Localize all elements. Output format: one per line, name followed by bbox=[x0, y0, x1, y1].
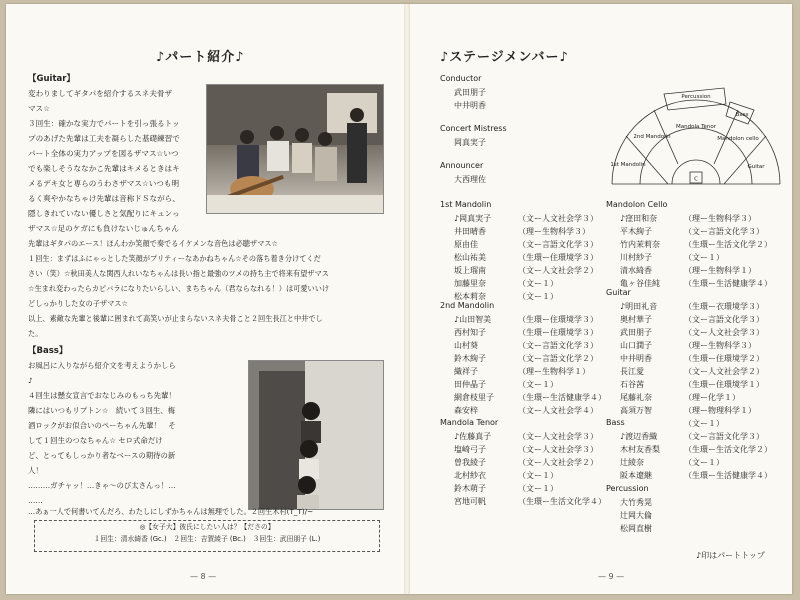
member-row bbox=[454, 405, 598, 416]
member-name: 山口潤子 bbox=[620, 341, 652, 350]
text-line: ♪ bbox=[28, 376, 33, 385]
stage-mandolin2-label: 2nd Mandolin bbox=[633, 134, 671, 140]
text-line: 隣にはいつもリプトン☆ 続いて３回生、梅 bbox=[28, 406, 176, 415]
member-row bbox=[454, 379, 558, 390]
member-name: 亀ヶ谷佳純 bbox=[620, 279, 660, 288]
bass-text-wide bbox=[28, 504, 388, 519]
member-name: 清水綺香 bbox=[620, 266, 652, 275]
member-row bbox=[454, 265, 598, 276]
member-row bbox=[454, 392, 606, 403]
member-department: （文ー人文社会学３） bbox=[518, 214, 598, 223]
member-name: 阪本遼継 bbox=[620, 471, 652, 480]
member-name bbox=[620, 418, 684, 429]
member-department: （生環ー住環境学３） bbox=[518, 315, 598, 324]
member-name: 織祥子 bbox=[454, 367, 478, 376]
member-department: （文ー言語文化学３） bbox=[684, 227, 764, 236]
announcer-name: 大西理佐 bbox=[454, 175, 486, 184]
member-name: 奥村華子 bbox=[620, 315, 652, 324]
member-name: 長江愛 bbox=[620, 367, 644, 376]
member-department: （生環ー住環境学３） bbox=[518, 253, 598, 262]
member-row bbox=[620, 470, 772, 481]
stage-mandola-label: Mandola Tenor bbox=[675, 124, 717, 130]
member-department: （生環ー生活文化学２） bbox=[684, 445, 772, 454]
member-name: 中井明香 bbox=[620, 354, 652, 363]
left-page bbox=[6, 4, 404, 594]
member-name: 原由佳 bbox=[454, 240, 478, 249]
member-name: 北村紗衣 bbox=[454, 471, 486, 480]
conductor-name: 中井明香 bbox=[454, 101, 486, 110]
boyfriend-poll-box bbox=[34, 520, 380, 552]
member-name: 鈴木萌子 bbox=[454, 484, 486, 493]
text-line: 人！ bbox=[28, 466, 43, 475]
member-department: （文ー人文社会学４） bbox=[518, 406, 598, 415]
member-row bbox=[620, 265, 756, 276]
member-department: （理ー生物科学３） bbox=[684, 341, 756, 350]
member-department: （生環ー住環境学２） bbox=[684, 354, 764, 363]
member-name: 田仲晶子 bbox=[454, 380, 486, 389]
mandola-label: Mandola Tenor bbox=[440, 418, 499, 427]
member-name: ♪佐藤真子 bbox=[454, 432, 492, 441]
member-row bbox=[620, 252, 724, 263]
member-department: （文ー１） bbox=[518, 279, 558, 288]
text-line: でも楽しそうななかこ先輩はキメるときはキ bbox=[28, 164, 180, 173]
member-department: （文ー人文社会学３） bbox=[684, 328, 764, 337]
text-line: …… bbox=[28, 496, 43, 505]
guitar-heading: 【Guitar】 bbox=[28, 74, 75, 84]
member-name: 川村紗子 bbox=[620, 253, 652, 262]
member-department: （文ー１） bbox=[518, 484, 558, 493]
member-row bbox=[454, 314, 598, 325]
conductor-label: Conductor bbox=[440, 74, 482, 83]
member-row bbox=[454, 431, 598, 442]
member-name: 辻綾奈 bbox=[620, 458, 644, 467]
member-row bbox=[454, 327, 598, 338]
guitar-group-photo bbox=[206, 84, 384, 214]
member-department: （文ー人文社会学２） bbox=[684, 367, 764, 376]
member-department: （文ー言語文化学３） bbox=[684, 432, 764, 441]
member-row bbox=[620, 431, 764, 442]
member-department: （文ー１） bbox=[684, 419, 724, 428]
text-line: プのあげた先輩は工夫を凝らした基礎練習で bbox=[28, 134, 180, 143]
poll-answers: １回生：清水綺香 (Gc.) ２回生：吉賀綾子 (Bc.) ３回生：武田朋子 (L.) bbox=[93, 535, 321, 543]
text-line: して１回生のつなちゃん☆ セロ式命だけ bbox=[28, 436, 163, 445]
member-row bbox=[454, 470, 558, 481]
member-row bbox=[620, 213, 756, 224]
text-line: た。 bbox=[28, 329, 43, 338]
member-row bbox=[454, 226, 590, 237]
mandolin1-label: 1st Mandolin bbox=[440, 200, 492, 209]
member-name: ♪岡真実子 bbox=[454, 214, 492, 223]
percussion-name: 松岡直樹 bbox=[620, 524, 652, 533]
member-name: 山村葵 bbox=[454, 341, 478, 350]
member-name: ♪山田智美 bbox=[454, 315, 492, 324]
member-name: 高須万智 bbox=[620, 406, 652, 415]
member-row bbox=[454, 444, 598, 455]
text-line: 隠しきれていない優しさと気配りにキュンっ bbox=[28, 209, 180, 218]
member-row bbox=[620, 226, 764, 237]
text-line: マス☆ bbox=[28, 104, 50, 113]
concert-mistress-name: 岡真実子 bbox=[454, 138, 486, 147]
text-line: ザマス☆足のケガにも負けないじゅんちゃん bbox=[28, 224, 179, 233]
guitar-text-wide bbox=[28, 236, 388, 341]
member-name: 竹内茉莉奈 bbox=[620, 240, 660, 249]
stage-layout-diagram bbox=[606, 80, 786, 190]
concert-mistress-label: Concert Mistress bbox=[440, 124, 507, 133]
text-line: ………ガチャッ！…きゃ～のび太さんっ！… bbox=[28, 481, 176, 490]
member-department: （理ー生物科学１） bbox=[518, 367, 590, 376]
member-name: 松本莉奈 bbox=[454, 292, 486, 301]
member-row bbox=[454, 278, 558, 289]
guitar-text-narrow bbox=[28, 86, 204, 236]
part-top-footnote: ♪印はパートトップ bbox=[696, 551, 765, 560]
text-line: メるデキ女と専らのうわさザマス☆いつも明 bbox=[28, 179, 180, 188]
member-name: 武田朋子 bbox=[620, 328, 652, 337]
text-line: ４回生は懸女宣言でおなじみのもっち先輩！ bbox=[28, 391, 176, 400]
member-row bbox=[454, 252, 598, 263]
page-number-right: — 9 — bbox=[598, 572, 625, 581]
member-department: （生環ー生活健康学４） bbox=[518, 393, 606, 402]
member-name: 石谷茜 bbox=[620, 380, 644, 389]
member-name: 鈴木絢子 bbox=[454, 354, 486, 363]
member-name: 西村知子 bbox=[454, 328, 486, 337]
member-row bbox=[620, 239, 772, 250]
part-intro-title: ♪パート紹介♪ bbox=[156, 50, 245, 65]
member-department: （理ー物理科学１） bbox=[684, 406, 756, 415]
bass-label: Bass bbox=[606, 418, 625, 427]
text-line: さい（笑）☆秋田美人な関西人れいなちゃんは長い指と最強のツメの持ち主で将来有望ザマス bbox=[28, 269, 329, 278]
member-department: （文ー人文社会学２） bbox=[518, 266, 598, 275]
member-name: 塩崎弓子 bbox=[454, 445, 486, 454]
member-row bbox=[454, 213, 598, 224]
member-name: 木村友香梨 bbox=[620, 445, 660, 454]
member-name: 曽我綾子 bbox=[454, 458, 486, 467]
member-department: （文ー１） bbox=[684, 253, 724, 262]
text-line: ど、とってもしっかり者なベースの期待の新 bbox=[28, 451, 176, 460]
member-department: （文ー言語文化学２） bbox=[518, 354, 598, 363]
member-row bbox=[454, 483, 558, 494]
member-department: （文ー１） bbox=[518, 471, 558, 480]
member-row bbox=[620, 327, 764, 338]
bass-group-photo bbox=[248, 360, 384, 510]
stage-members-title: ♪ステージメンバー♪ bbox=[440, 50, 569, 65]
page-number-left: — 8 — bbox=[190, 572, 217, 581]
member-row bbox=[620, 340, 756, 351]
booklet-spread bbox=[6, 4, 792, 594]
member-name: 井田晴香 bbox=[454, 227, 486, 236]
text-line: ☆生まれ変わったらカピバラになりたいらしい、まちちゃん（君ならなれる！）は可愛いいけ bbox=[28, 284, 330, 293]
text-line: 変わりましてギタパを紹介するスネ夫骨ザ bbox=[28, 89, 173, 98]
member-department: （理ー生物科学３） bbox=[518, 227, 590, 236]
text-line: パート全体の実力アップを図るザマス☆いつ bbox=[28, 149, 179, 158]
mandolin2-label: 2nd Mandolin bbox=[440, 301, 495, 310]
percussion-name: 大竹秀晃 bbox=[620, 498, 652, 507]
member-row bbox=[620, 418, 724, 429]
member-department: （理ー生物科学１） bbox=[684, 266, 756, 275]
member-department: （文ー１） bbox=[518, 292, 558, 301]
member-department: （生環ー生活健康学４） bbox=[684, 471, 772, 480]
member-department: （文ー人文社会学３） bbox=[518, 445, 598, 454]
guitar-label: Guitar bbox=[606, 288, 631, 297]
member-row bbox=[620, 379, 764, 390]
text-line: どしっかりした女の子ザマス☆ bbox=[28, 299, 128, 308]
member-name: 加藤里奈 bbox=[454, 279, 486, 288]
stage-cello-label: Mandolon cello bbox=[717, 136, 759, 142]
member-row bbox=[454, 366, 590, 377]
member-department: （理ー化学１） bbox=[684, 393, 740, 402]
member-name: 松山祐美 bbox=[454, 253, 486, 262]
text-line: るく爽やかなちゃけ先輩は音称ドＳながら、 bbox=[28, 194, 180, 203]
member-department: （文ー言語文化学３） bbox=[684, 315, 764, 324]
member-name: 平木絢子 bbox=[620, 227, 652, 236]
poll-title: ◎【女子大】彼氏にしたい人は？【ださの】 bbox=[139, 523, 275, 531]
member-name: 宮地可帆 bbox=[454, 497, 486, 506]
member-department: （生環ー衣環境学３） bbox=[684, 302, 764, 311]
member-department: （文ー１） bbox=[518, 380, 558, 389]
member-department: （文ー言語文化学３） bbox=[518, 240, 598, 249]
member-row bbox=[454, 340, 598, 351]
text-line: お風呂に入りながら紹介文を考えようかしら bbox=[28, 361, 176, 370]
member-name: 網倉枝里子 bbox=[454, 393, 494, 402]
cello-label: Mandolon Cello bbox=[606, 200, 668, 209]
bass-heading: 【Bass】 bbox=[28, 346, 68, 356]
conductor-name: 武田朋子 bbox=[454, 88, 486, 97]
member-row bbox=[620, 444, 772, 455]
member-row bbox=[454, 457, 598, 468]
member-department: （生環ー生活文化学２） bbox=[684, 240, 772, 249]
announcer-label: Announcer bbox=[440, 161, 484, 170]
member-department: （生環ー住環境学１） bbox=[684, 380, 764, 389]
member-department: （生環ー生活文化学４） bbox=[518, 497, 606, 506]
percussion-label: Percussion bbox=[606, 484, 649, 493]
member-row bbox=[454, 239, 598, 250]
member-row bbox=[620, 392, 740, 403]
member-name: 坂上瑠南 bbox=[454, 266, 486, 275]
percussion-name: 辻岡大倫 bbox=[620, 511, 652, 520]
member-row bbox=[454, 496, 606, 507]
member-department: （文ー１） bbox=[684, 458, 724, 467]
member-name: 尾藤礼奈 bbox=[620, 393, 652, 402]
text-line: １回生：まずはふにゃっとした笑顔がプリティーなあかねちゃん☆その落ち着き分けてくだ bbox=[28, 254, 321, 263]
stage-guitar-label: Guitar bbox=[747, 164, 765, 170]
member-department: （文ー言語文化学３） bbox=[518, 341, 598, 350]
stage-bass-label: Bass bbox=[735, 112, 749, 118]
member-department: （文ー人文社会学３） bbox=[518, 432, 598, 441]
member-department: （理ー生物科学３） bbox=[684, 214, 756, 223]
member-row bbox=[454, 353, 598, 364]
member-name: ♪渡辺香織 bbox=[620, 432, 658, 441]
member-name: ♪明田礼音 bbox=[620, 302, 658, 311]
member-row bbox=[620, 314, 764, 325]
text-line: ３回生：確かな実力でパートを引っ張るトッ bbox=[28, 119, 180, 128]
text-line: …あぁ一人で何書いてんだろ、わたしにしずかちゃんは無理でした。２回生木村(T_T)/~ bbox=[28, 507, 314, 516]
text-line: 先輩はギタパのエース！ほんわか笑顔で奏でるイケメンな音色は必聴ザマス☆ bbox=[28, 239, 278, 248]
stage-percussion-label: Percussion bbox=[681, 94, 711, 100]
member-department: （生環ー生活健康学４） bbox=[684, 279, 772, 288]
bass-text-narrow bbox=[28, 358, 248, 508]
text-line: 以上、素敵な先輩と後輩に囲まれて高笑いが止まらないスネ夫骨こと２回生長江と中井でし bbox=[28, 314, 323, 323]
member-row bbox=[620, 278, 772, 289]
text-line: 酒ロックがお似合いのペーちゃん先輩！ そ bbox=[28, 421, 176, 430]
member-row bbox=[620, 301, 764, 312]
member-row bbox=[620, 366, 764, 377]
stage-conductor-mark: C bbox=[694, 176, 698, 183]
member-name: 森安梓 bbox=[454, 406, 478, 415]
member-department: （生環ー住環境学３） bbox=[518, 328, 598, 337]
member-row bbox=[620, 405, 756, 416]
member-department: （文ー人文社会学２） bbox=[518, 458, 598, 467]
member-row bbox=[620, 353, 764, 364]
member-row bbox=[620, 457, 724, 468]
member-name: ♪窪田和奈 bbox=[620, 214, 658, 223]
stage-mandolin1-label: 1st Mandolin bbox=[610, 162, 646, 168]
